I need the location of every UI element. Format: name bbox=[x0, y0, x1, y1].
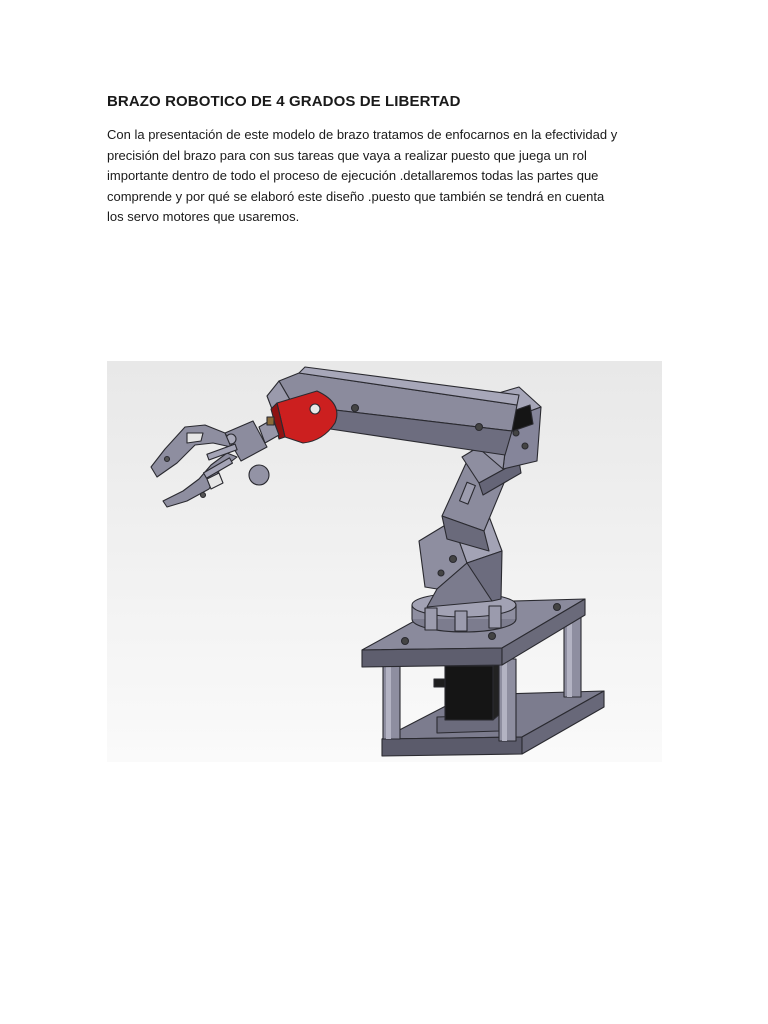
paragraph-line: precisión del brazo para con sus tareas que vaya a realizar puesto que juega un rol bbox=[107, 147, 587, 163]
paragraph-line: los servo motores que usaremos. bbox=[107, 209, 300, 224]
paragraph-line: importante dentro de todo el proceso de ejecución .detallaremos todas las partes que bbox=[107, 168, 599, 183]
robotic-arm-image bbox=[107, 361, 662, 762]
intro-paragraph bbox=[107, 125, 667, 228]
document-title: BRAZO ROBOTICO DE 4 GRADOS DE LIBERTAD bbox=[107, 93, 461, 110]
support-column bbox=[499, 659, 516, 741]
paragraph-line: comprende y por qué se elaboró este diseño .puesto que también se tendrá en cuenta bbox=[107, 188, 605, 204]
support-column bbox=[383, 664, 400, 739]
robotic-arm-render bbox=[107, 361, 662, 762]
paragraph-line: Con la presentación de este modelo de brazo tratamos de enfocarnos en la efectividad y bbox=[107, 127, 618, 142]
support-column bbox=[564, 617, 581, 697]
